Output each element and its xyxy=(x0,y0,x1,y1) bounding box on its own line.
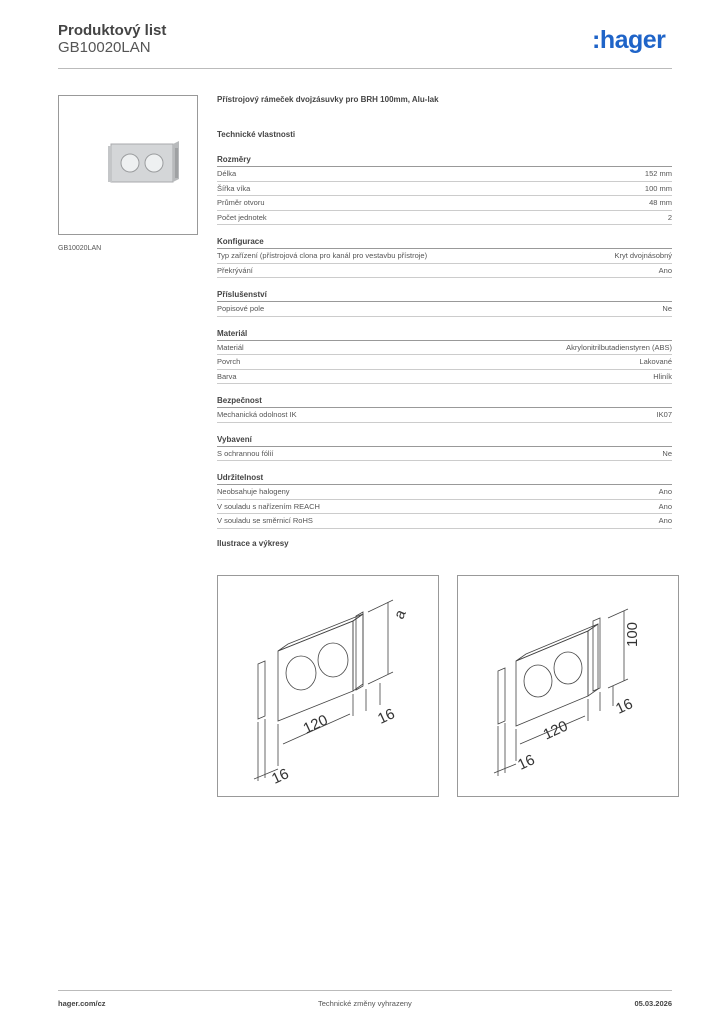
spec-row xyxy=(217,211,672,226)
spec-section xyxy=(217,394,672,423)
footer-website[interactable]: hager.com/cz xyxy=(58,999,106,1008)
spec-row xyxy=(217,514,672,529)
spec-label: Délka xyxy=(217,169,237,178)
spec-row xyxy=(217,264,672,279)
page-title: Produktový list xyxy=(58,22,167,39)
spec-row xyxy=(217,485,672,500)
spec-label: Mechanická odolnost IK xyxy=(217,410,297,419)
dim-depth-right-label: 16 xyxy=(613,695,636,718)
spec-value: 2 xyxy=(667,212,672,222)
tech-heading: Technické vlastnosti xyxy=(217,130,296,139)
dim-depth-left-label: 16 xyxy=(515,751,538,774)
product-photo xyxy=(58,95,198,235)
spec-value: Kryt dvojnásobný xyxy=(614,251,672,260)
spec-section xyxy=(217,288,672,317)
spec-value: Ne xyxy=(662,304,672,313)
spec-label: V souladu se směrnicí RoHS xyxy=(217,516,313,525)
section-heading: Udržitelnost xyxy=(217,471,672,485)
product-image xyxy=(59,96,197,234)
product-title: Přístrojový rámeček dvojzásuvky pro BRH 100mm, Alu-lak xyxy=(217,95,439,104)
section-heading: Materiál xyxy=(217,327,672,341)
section-heading: Konfigurace xyxy=(217,235,672,249)
spec-row xyxy=(217,182,672,197)
footer-note: Technické změny vyhrazeny xyxy=(318,999,412,1008)
dim-width-label: 120 xyxy=(540,717,571,744)
spec-value: Ano xyxy=(658,501,672,511)
dim-width-label: 120 xyxy=(300,711,331,738)
spec-label: Povrch xyxy=(217,357,241,366)
spec-row xyxy=(217,341,672,356)
spec-label: Materiál xyxy=(217,342,244,352)
spec-label: S ochrannou fólií xyxy=(217,448,274,458)
spec-row xyxy=(217,249,672,264)
section-heading: Příslušenství xyxy=(217,288,672,302)
spec-value: Ano xyxy=(658,516,672,525)
section-heading: Vybavení xyxy=(217,433,672,447)
photo-caption: GB10020LAN xyxy=(58,245,102,252)
spec-label: Typ zařízení (přístrojová clona pro kanál pro vestavbu přístroje) xyxy=(217,251,428,260)
spec-label: Překrývání xyxy=(217,265,253,275)
spec-row xyxy=(217,167,672,182)
spec-value: Ne xyxy=(662,448,672,458)
dim-depth-right-label: 16 xyxy=(375,705,398,728)
spec-value: IK07 xyxy=(656,410,672,419)
spec-row xyxy=(217,500,672,515)
dim-height-label: a xyxy=(390,607,410,622)
spec-value: Ano xyxy=(658,265,672,275)
spec-row xyxy=(217,370,672,385)
spec-section xyxy=(217,471,672,529)
spec-row xyxy=(217,196,672,211)
footer-divider xyxy=(58,990,672,991)
illustrations-heading: Ilustrace a výkresy xyxy=(217,538,289,548)
spec-row xyxy=(217,447,672,462)
spec-label: Barva xyxy=(217,371,237,381)
spec-label: Počet jednotek xyxy=(217,212,267,222)
dim-depth-left-label: 16 xyxy=(269,765,292,788)
spec-section xyxy=(217,433,672,462)
spec-section xyxy=(217,153,672,225)
spec-value: 152 mm xyxy=(644,169,672,178)
spec-value: Hliník xyxy=(653,371,672,381)
spec-section xyxy=(217,327,672,385)
spec-value: 100 mm xyxy=(644,183,672,193)
technical-drawing-2 xyxy=(457,575,679,797)
spec-label: V souladu s nařízením REACH xyxy=(217,501,320,511)
spec-row xyxy=(217,355,672,370)
spec-label: Popisové pole xyxy=(217,304,265,313)
section-heading: Rozměry xyxy=(217,153,672,167)
spec-label: Šířka víka xyxy=(217,183,251,193)
spec-section xyxy=(217,235,672,278)
spec-row xyxy=(217,302,672,317)
spec-sections xyxy=(217,153,672,529)
spec-panel xyxy=(217,95,672,548)
spec-value: 48 mm xyxy=(649,198,672,207)
hager-logo: :hager xyxy=(592,26,666,54)
section-heading: Bezpečnost xyxy=(217,394,672,408)
spec-label: Neobsahuje halogeny xyxy=(217,487,290,496)
product-code: GB10020LAN xyxy=(58,39,151,56)
spec-row xyxy=(217,408,672,423)
header-divider xyxy=(58,68,672,69)
spec-value: Ano xyxy=(658,487,672,496)
spec-value: Lakované xyxy=(639,357,672,366)
dim-height-label: 100 xyxy=(624,621,642,648)
spec-value: Akrylonitrilbutadienstyren (ABS) xyxy=(566,342,672,352)
technical-drawing-1 xyxy=(217,575,439,797)
footer-date: 05.03.2026 xyxy=(634,999,672,1008)
spec-label: Průměr otvoru xyxy=(217,198,265,207)
